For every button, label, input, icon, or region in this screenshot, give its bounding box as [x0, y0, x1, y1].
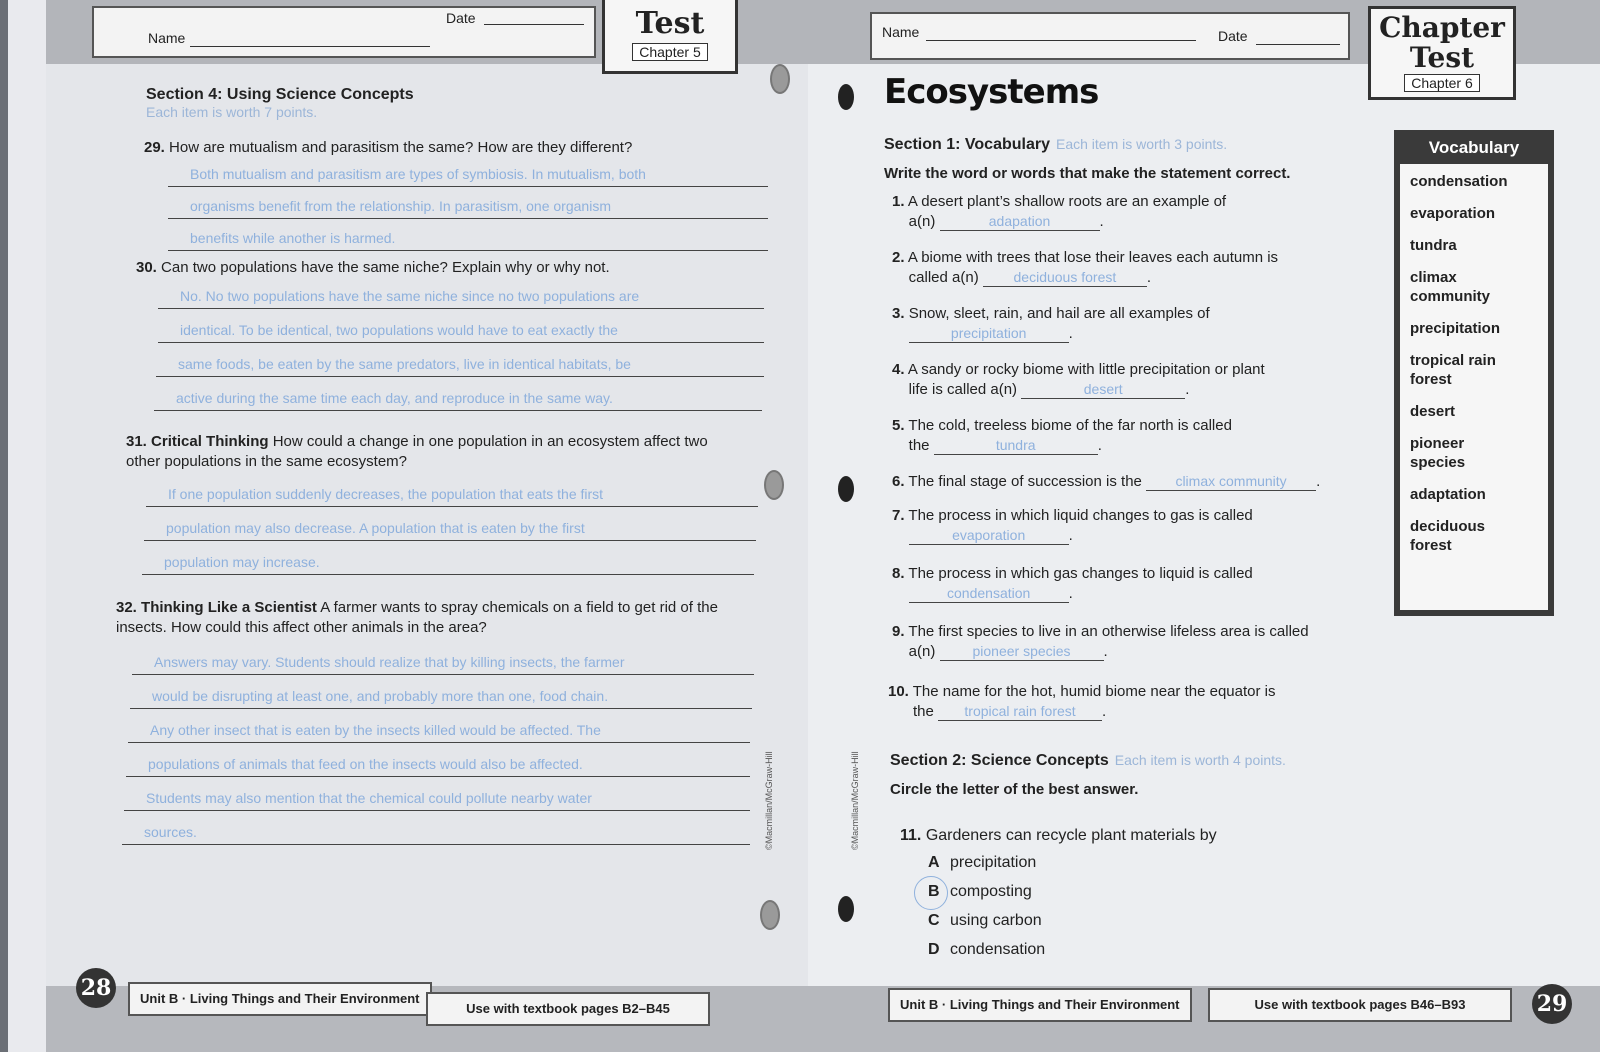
answer-blank-3: precipitation — [909, 324, 1069, 343]
binder-hole — [770, 64, 790, 94]
left-copyright: ©Macmillan/McGraw-Hill — [764, 751, 774, 850]
answer-32-line-1: Answers may vary. Students should realize that by killing insects, the farmer — [132, 652, 754, 675]
right-page — [808, 0, 1600, 1052]
page-number-28: 28 — [76, 968, 116, 1008]
question-29: 29. How are mutualism and parasitism the same? How are they different? — [144, 139, 633, 156]
section4-title: Section 4: Using Science Concepts Each item is worth 7 points. — [146, 86, 414, 120]
answer-32-line-5: Students may also mention that the chemical could pollute nearby water — [124, 788, 750, 811]
option-d: D condensation — [928, 941, 1046, 958]
left-unit-label: Unit B · Living Things and Their Environment — [128, 982, 432, 1016]
vocab-word: condensation — [1410, 173, 1508, 190]
name-line — [926, 40, 1196, 41]
question-30: 30. Can two populations have the same niche? Explain why or why not. — [136, 259, 610, 276]
date-label: Date — [446, 10, 476, 26]
vocab-word: precipitation — [1410, 320, 1501, 337]
section2-instruction: Circle the letter of the best answer. — [890, 781, 1139, 798]
vocab-question-10: 10. The name for the hot, humid biome near the equator is the tropical rain forest . — [888, 683, 1276, 720]
vocab-question-9: 9. The first species to live in an otherwise lifeless area is called a(n) pioneer species . — [892, 623, 1309, 660]
left-name-date-box — [92, 6, 596, 58]
vocab-word: adaptation — [1410, 486, 1486, 503]
question-11: 11. Gardeners can recycle plant materials by — [900, 827, 1217, 844]
answer-31-line-1: If one population suddenly decreases, the population that eats the first — [146, 484, 758, 507]
binder-hole — [838, 476, 854, 502]
option-c: C using carbon — [928, 912, 1042, 929]
left-textbook-pages: Use with textbook pages B2–B45 — [426, 992, 710, 1026]
date-line — [1256, 44, 1340, 45]
binder-hole — [838, 84, 854, 110]
right-copyright: ©Macmillan/McGraw-Hill — [850, 751, 860, 850]
answer-32-line-3: Any other insect that is eaten by the insects killed would be affected. The — [128, 720, 750, 743]
answer-blank-9: pioneer species — [940, 642, 1104, 661]
vocab-question-7: 7. The process in which liquid changes to gas is called evaporation . — [892, 507, 1253, 544]
right-textbook-pages: Use with textbook pages B46–B93 — [1208, 988, 1512, 1022]
answer-blank-10: tropical rain forest — [938, 702, 1102, 721]
answer-30-line-2: identical. To be identical, two populations would have to eat exactly the — [158, 320, 764, 343]
answer-29-line-1: Both mutualism and parasitism are types of symbiosis. In mutualism, both — [168, 164, 768, 187]
binder-hole — [838, 896, 854, 922]
binder-hole — [764, 470, 784, 500]
vocab-question-1: 1. A desert plant’s shallow roots are an example of a(n) adapation . — [892, 193, 1227, 230]
vocab-question-5: 5. The cold, treeless biome of the far north is called the tundra . — [892, 417, 1232, 454]
vocabulary-box — [1394, 130, 1554, 616]
left-chapter-badge — [602, 0, 738, 74]
vocabulary-word-list — [1400, 164, 1548, 555]
answer-32-line-2: would be disrupting at least one, and probably more than one, food chain. — [130, 686, 752, 709]
vocab-question-3: 3. Snow, sleet, rain, and hail are all examples of precipitation . — [892, 305, 1210, 342]
vocab-word: climax community — [1410, 269, 1491, 305]
answer-31-line-2: population may also decrease. A population that is eaten by the first — [144, 518, 756, 541]
answer-32-line-6: sources. — [122, 822, 750, 845]
section4-note: Each item is worth 7 points. — [146, 104, 318, 120]
badge-chapter-word: Chapter — [1379, 11, 1505, 44]
answer-blank-4: desert — [1021, 380, 1185, 399]
question-32: 32. Thinking Like a Scientist A farmer wants to spray chemicals on a field to get rid of the insects. How could this affect other animals in the area? — [116, 599, 718, 636]
name-label: Name — [882, 24, 920, 40]
answer-31-line-3: population may increase. — [142, 552, 754, 575]
left-page — [46, 0, 808, 1052]
name-label: Name — [148, 30, 186, 46]
date-label: Date — [1218, 28, 1248, 44]
vocab-word: tundra — [1410, 237, 1457, 254]
page-number-29: 29 — [1532, 984, 1572, 1024]
question-31: 31. Critical Thinking How could a change in one population in an ecosystem affect two other populations in the same ecosystem? — [126, 433, 708, 470]
vocab-question-4: 4. A sandy or rocky biome with little precipitation or plant life is called a(n) desert . — [892, 361, 1265, 398]
date-line — [484, 24, 584, 25]
section2-title: Section 2: Science Concepts Each item is worth 4 points. — [890, 752, 1286, 769]
answer-blank-2: deciduous forest — [983, 268, 1147, 287]
right-chapter-badge — [1368, 6, 1516, 100]
vocab-word: pioneer species — [1410, 435, 1466, 471]
answer-32-line-4: populations of animals that feed on the insects would also be affected. — [126, 754, 750, 777]
badge-chapter-label: Chapter 6 — [1404, 74, 1479, 92]
option-a: A precipitation — [928, 854, 1037, 871]
name-line — [190, 46, 430, 47]
answer-30-line-1: No. No two populations have the same niche since no two populations are — [158, 286, 764, 309]
vocab-question-6: 6. The final stage of succession is the climax community . — [892, 473, 1321, 490]
section1-instruction: Write the word or words that make the statement correct. — [884, 165, 1291, 182]
vocab-question-2: 2. A biome with trees that lose their leaves each autumn is called a(n) deciduous forest . — [892, 249, 1279, 286]
answer-blank-5: tundra — [934, 436, 1098, 455]
binder-hole — [760, 900, 780, 930]
section1-title: Section 1: Vocabulary Each item is worth 3 points. — [884, 136, 1228, 153]
answer-blank-8: condensation — [909, 584, 1069, 603]
vocab-word: tropical rain forest — [1410, 352, 1496, 388]
answer-29-line-3: benefits while another is harmed. — [168, 228, 768, 251]
answer-blank-1: adapation — [940, 212, 1100, 231]
vocab-word: desert — [1410, 403, 1456, 420]
vocab-question-8: 8. The process in which gas changes to liquid is called condensation . — [892, 565, 1253, 602]
badge-test-label: Test — [1409, 41, 1475, 74]
page-title: Ecosystems — [884, 72, 1099, 112]
badge-test-label: Test — [635, 6, 705, 41]
vocab-word: deciduous forest — [1410, 518, 1486, 554]
answer-blank-7: evaporation — [909, 526, 1069, 545]
vocabulary-box-title: Vocabulary — [1400, 136, 1548, 164]
badge-chapter-label: Chapter 5 — [632, 43, 707, 61]
answer-30-line-4: active during the same time each day, and reproduce in the same way. — [154, 388, 762, 411]
answer-blank-6: climax community — [1146, 472, 1316, 491]
right-name-date-box — [870, 12, 1350, 60]
answer-30-line-3: same foods, be eaten by the same predators, live in identical habitats, be — [156, 354, 764, 377]
answer-29-line-2: organisms benefit from the relationship. In parasitism, one organism — [168, 196, 768, 219]
right-unit-label: Unit B · Living Things and Their Environment — [888, 988, 1192, 1022]
option-b: B composting — [928, 883, 1032, 900]
vocab-word: evaporation — [1410, 205, 1496, 222]
